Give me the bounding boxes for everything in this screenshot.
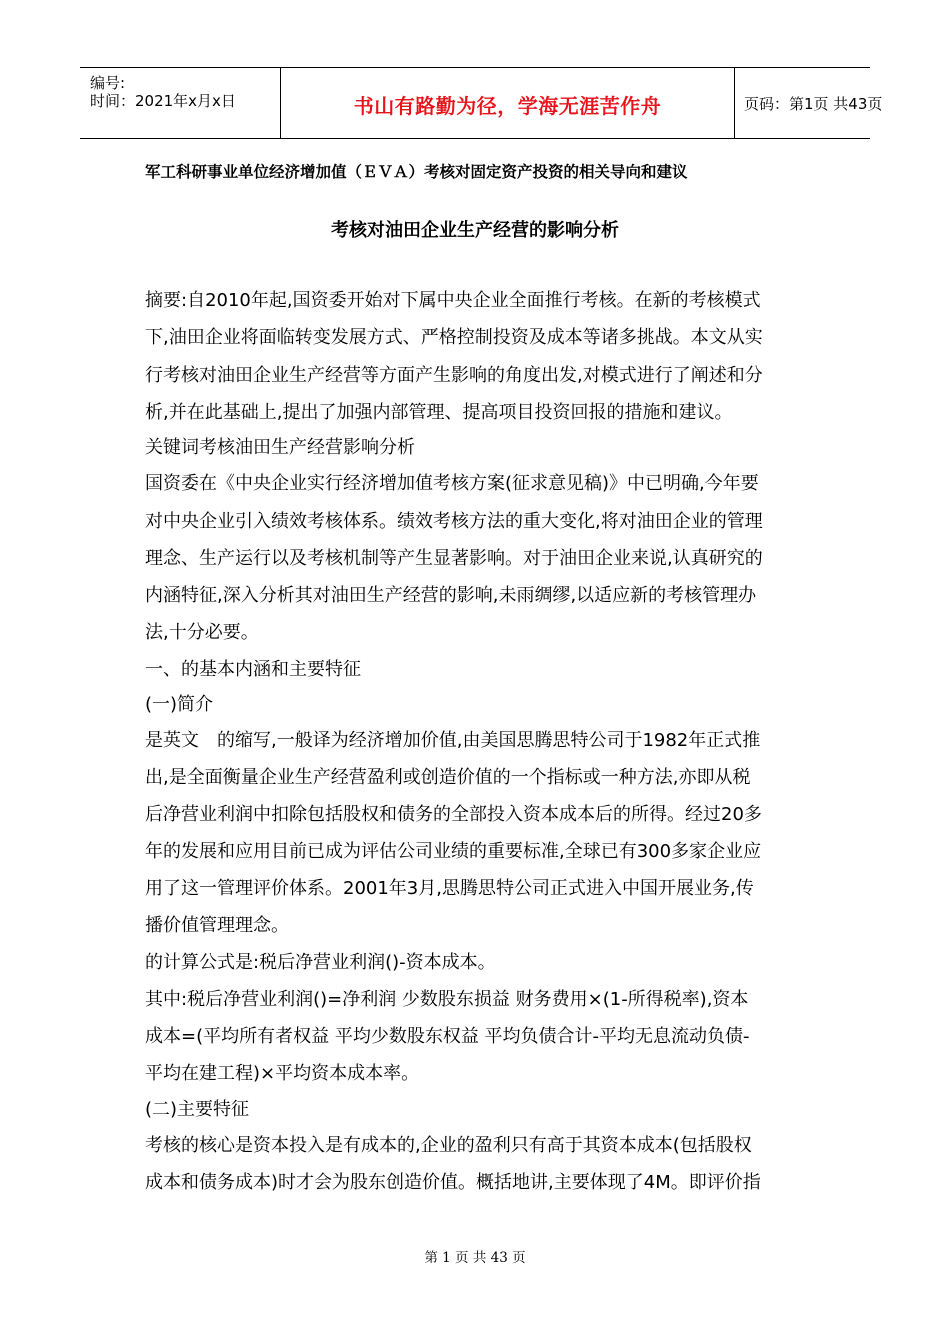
body-line: 摘要:自2010年起,国资委开始对下属中央企业全面推行考核。在新的考核模式 [145,290,761,311]
body-line: 法,十分必要。 [145,622,259,643]
body-line: 理念、生产运行以及考核机制等产生显著影响。对于油田企业来说,认真研究的 [145,548,763,569]
subsection-heading: (一)简介 [145,694,214,715]
body-line: 成本和债务成本)时才会为股东创造价值。概括地讲,主要体现了4M。即评价指 [145,1172,761,1193]
body-line: 国资委在《中央企业实行经济增加值考核方案(征求意见稿)》中已明确,今年要 [145,473,759,494]
body-line: 析,并在此基础上,提出了加强内部管理、提高项目投资回报的措施和建议。 [145,402,733,423]
document-number-label: 编号: [90,74,126,92]
header-motto: 书山有路勤为径，学海无涯苦作舟 [353,94,662,118]
body-line: 是英文 的缩写,一般译为经济增加价值,由美国思腾思特公司于1982年正式推 [145,730,761,751]
document-header [80,67,883,139]
formula-line: 其中:税后净营业利润()=净利润 少数股东损益 财务费用×(1-所得税率),资本 [145,989,749,1010]
formula-line: 成本=(平均所有者权益 平均少数股东权益 平均负债合计-平均无息流动负债- [145,1026,750,1047]
body-line: 播价值管理理念。 [145,915,289,936]
document-title: 考核对油田企业生产经营的影响分析 [331,220,619,241]
body-line: 后净营业利润中扣除包括股权和债务的全部投入资本成本后的所得。经过20多 [145,804,762,825]
body-line: 下,油田企业将面临转变发展方式、严格控制投资及成本等诸多挑战。本文从实 [145,327,763,348]
document-date: 时间：2021年x月x日 [90,92,236,110]
page-footer: 第 1 页 共 43 页 [424,1250,526,1266]
keywords-line: 关键词考核油田生产经营影响分析 [145,437,415,458]
body-line: 用了这一管理评价体系。2001年3月,思腾思特公司正式进入中国开展业务,传 [145,878,754,899]
subsection-heading: (二)主要特征 [145,1099,250,1120]
formula-line: 平均在建工程)×平均资本成本率。 [145,1063,420,1084]
body-line: 行考核对油田企业生产经营等方面产生影响的角度出发,对模式进行了阐述和分 [145,365,763,386]
body-line: 内涵特征,深入分析其对油田生产经营的影响,未雨绸缪,以适应新的考核管理办 [145,585,757,606]
document-subtitle: 军工科研事业单位经济增加值（ＥＶＡ）考核对固定资产投资的相关导向和建议 [145,163,688,181]
header-right-cell [734,68,883,138]
header-left-cell [80,68,280,138]
formula-line: 的计算公式是:税后净营业利润()-资本成本。 [145,952,496,973]
section-heading: 一、的基本内涵和主要特征 [145,659,361,680]
body-line: 考核的核心是资本投入是有成本的,企业的盈利只有高于其资本成本(包括股权 [145,1135,752,1156]
body-line: 对中央企业引入绩效考核体系。绩效考核方法的重大变化,将对油田企业的管理 [145,511,763,532]
header-page-code: 页码：第1页 共43页 [744,95,883,113]
body-line: 出,是全面衡量企业生产经营盈利或创造价值的一个指标或一种方法,亦即从税 [145,767,751,788]
header-motto-cell [280,68,735,138]
body-line: 年的发展和应用目前已成为评估公司业绩的重要标准,全球已有300多家企业应 [145,841,762,862]
